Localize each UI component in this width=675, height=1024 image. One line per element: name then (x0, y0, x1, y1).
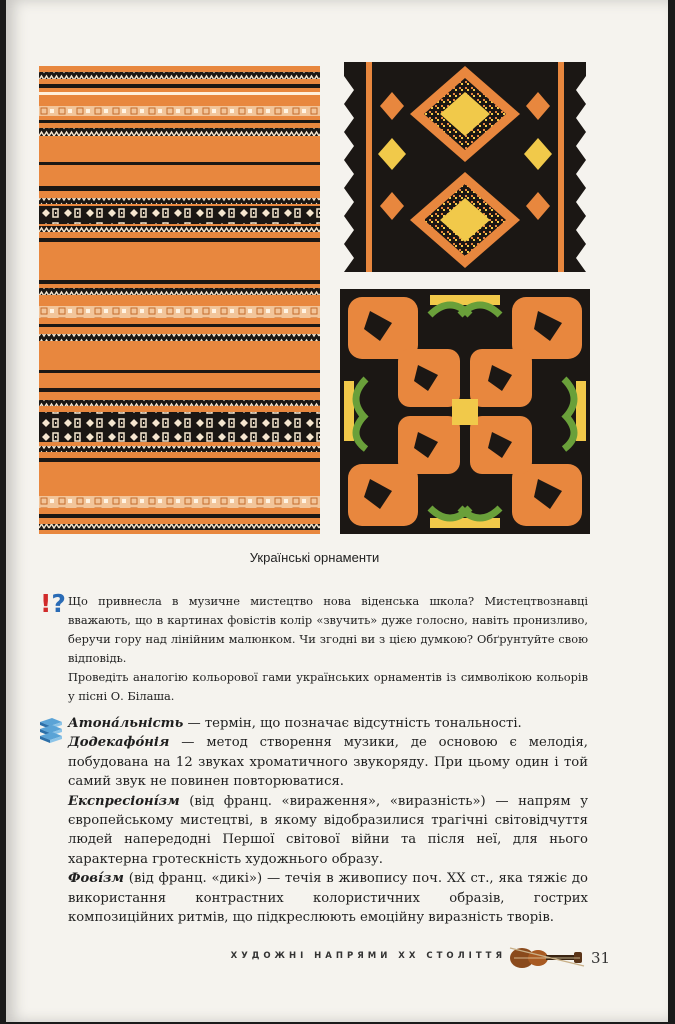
glossary-entry (68, 733, 588, 791)
glossary-term: Атона́льність (68, 716, 184, 731)
running-footer-title: ХУДОЖНІ НАПРЯМИ XX СТОЛІТТЯ (230, 951, 506, 961)
embroidered-towel-ornament-image (344, 62, 586, 272)
glossary-definition: (від франц. «вираження», «виразність») — напрям у європейському мистецтві, в якому відобразилися трагічні світовідчуття людей напередодні Першої світової війни та після неї, для нього характерна гротескність художнього образу. (68, 793, 588, 867)
question-exclamation-icon: !? (40, 589, 66, 618)
task-paragraph: Проведіть аналогію кольорової гами українських орнаментів із символікою кольорів у пісні О. Білаша. (68, 670, 588, 703)
glossary-entry (68, 792, 588, 870)
glossary-term: Додекафо́нія (68, 735, 170, 751)
glossary-term: Експресіоні́зм (68, 793, 180, 809)
glossary-definition: — метод створення музики, де основою є мелодія, побудована на 12 звуках хроматичного звукоряду. При цьому один і той самий звук не повинен повторюватися. (68, 735, 588, 790)
striped-ornament-image (39, 66, 320, 534)
glossary-term: Фові́зм (68, 871, 124, 887)
question-paragraph: Що привнесла в музичне мистецтво нова віденська школа? Мистецтвознавці вважають, що в картинах фовістів колір «звучить» дуже голосно, навіть пронизливо, беручи гору над лінійним малюнком. Чи згодні ви з цією думкою? Обґрунтуйте свою відповідь. (68, 594, 588, 665)
glossary-definition: (від франц. «дикі») — течія в живопису поч. XX ст., яка тяжіє до використання контрастних колористичних образів, гострих композиційних ритмів, що підкреслюють емоційну виразність творів. (68, 871, 588, 926)
book-stack-icon (38, 716, 64, 744)
page-number: 31 (591, 949, 611, 967)
violin-icon (508, 944, 586, 970)
glossary-block (68, 714, 588, 927)
glossary-entry (68, 869, 588, 927)
figure-caption: Українські орнаменти (249, 550, 380, 565)
floral-tile-ornament-image (340, 289, 590, 534)
question-block (68, 592, 588, 706)
glossary-definition: — термін, що позначає відсутність тональності. (183, 716, 522, 731)
textbook-page (6, 0, 668, 1022)
glossary-entry (68, 714, 588, 733)
